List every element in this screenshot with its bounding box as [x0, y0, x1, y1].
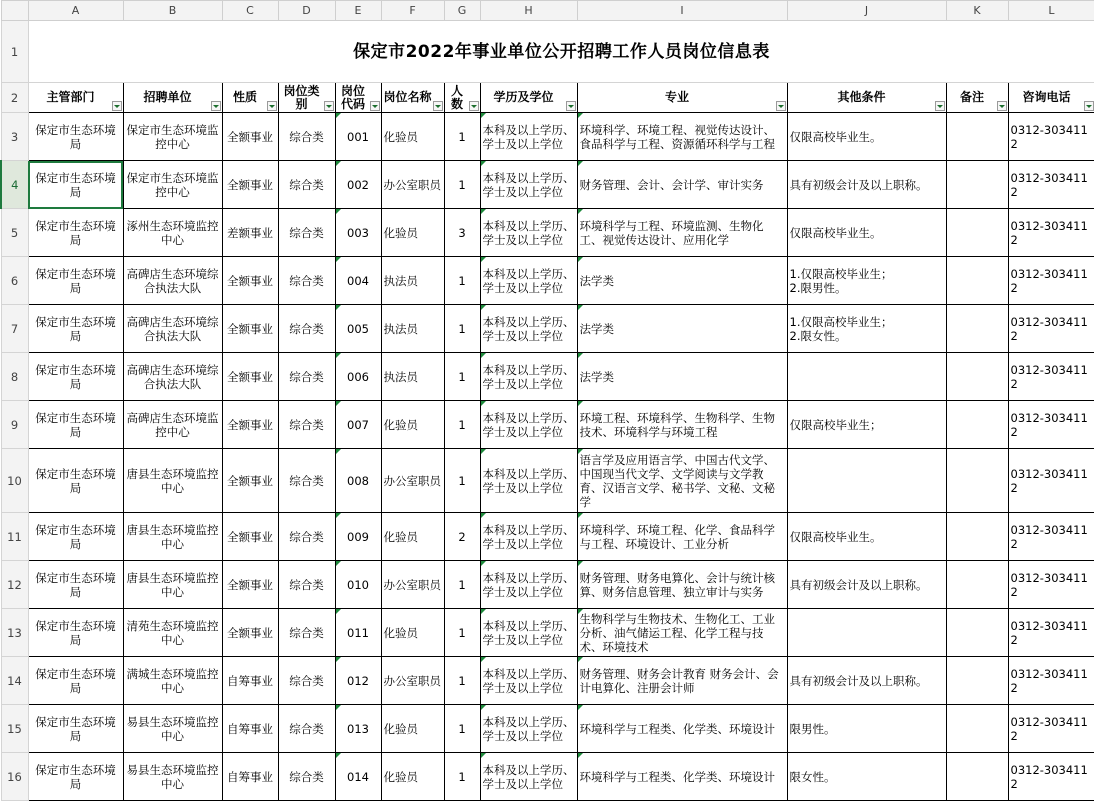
- cell-major[interactable]: 环境科学与工程类、化学类、环境设计: [577, 753, 787, 801]
- table-row: [1, 113, 1094, 161]
- cell-major[interactable]: 法学类: [577, 353, 787, 401]
- cell-phone[interactable]: 0312-3034112: [1008, 161, 1094, 209]
- cell-unit[interactable]: 唐县生态环境监控中心: [123, 449, 222, 513]
- cell-post[interactable]: 化验员: [381, 209, 444, 257]
- cell-edu[interactable]: 本科及以上学历、学士及以上学位: [480, 449, 577, 513]
- column-header[interactable]: F: [381, 1, 444, 21]
- filter-dropdown-icon[interactable]: [1084, 101, 1094, 111]
- cell-major[interactable]: 财务管理、财务会计教育 财务会计、会计电算化、注册会计师: [577, 657, 787, 705]
- cell-dept[interactable]: 保定市生态环境局: [28, 401, 123, 449]
- cell-unit[interactable]: 唐县生态环境监控中心: [123, 561, 222, 609]
- title-row: [1, 21, 1094, 83]
- cell-note[interactable]: [946, 705, 1008, 753]
- cell-edu[interactable]: 本科及以上学历、学士及以上学位: [480, 113, 577, 161]
- filter-dropdown-icon[interactable]: [566, 101, 576, 111]
- cell-post[interactable]: 化验员: [381, 401, 444, 449]
- cell-dept[interactable]: 保定市生态环境局: [28, 561, 123, 609]
- cell-phone[interactable]: 0312-3034112: [1008, 753, 1094, 801]
- cell-category[interactable]: 综合类: [278, 257, 335, 305]
- cell-nature[interactable]: 全额事业: [222, 161, 278, 209]
- table-row: [1, 705, 1094, 753]
- filter-dropdown-icon[interactable]: [935, 101, 945, 111]
- filter-dropdown-icon[interactable]: [433, 101, 443, 111]
- cell-category[interactable]: 综合类: [278, 401, 335, 449]
- cell-dept[interactable]: 保定市生态环境局: [28, 257, 123, 305]
- cell-dept[interactable]: 保定市生态环境局: [28, 305, 123, 353]
- cell-major[interactable]: 法学类: [577, 305, 787, 353]
- cell-count[interactable]: 1: [444, 257, 480, 305]
- cell-phone[interactable]: 0312-3034112: [1008, 401, 1094, 449]
- cell-note[interactable]: [946, 513, 1008, 561]
- cell-count[interactable]: 1: [444, 705, 480, 753]
- column-header[interactable]: G: [444, 1, 480, 21]
- cell-unit[interactable]: 高碑店生态环境综合执法大队: [123, 353, 222, 401]
- cell-note[interactable]: [946, 353, 1008, 401]
- cell-note[interactable]: [946, 161, 1008, 209]
- cell-major[interactable]: 财务管理、财务电算化、会计与统计核算、财务信息管理、独立审计与实务: [577, 561, 787, 609]
- cell-dept[interactable]: 保定市生态环境局: [28, 209, 123, 257]
- cell-dept[interactable]: 保定市生态环境局: [28, 609, 123, 657]
- table-row: [1, 449, 1094, 513]
- cell-note[interactable]: [946, 609, 1008, 657]
- cell-other[interactable]: 仅限高校毕业生。: [787, 209, 946, 257]
- cell-nature[interactable]: 自筹事业: [222, 705, 278, 753]
- cell-post[interactable]: 执法员: [381, 305, 444, 353]
- cell-other[interactable]: [787, 449, 946, 513]
- cell-phone[interactable]: 0312-3034112: [1008, 609, 1094, 657]
- cell-note[interactable]: [946, 657, 1008, 705]
- header-cell[interactable]: [787, 83, 946, 113]
- cell-post[interactable]: 执法员: [381, 257, 444, 305]
- cell-nature[interactable]: 全额事业: [222, 513, 278, 561]
- row-number[interactable]: 5: [1, 209, 28, 257]
- cell-edu[interactable]: 本科及以上学历、学士及以上学位: [480, 257, 577, 305]
- cell-count[interactable]: 1: [444, 657, 480, 705]
- table-row: [1, 161, 1094, 209]
- cell-post[interactable]: 化验员: [381, 705, 444, 753]
- header-label: 招聘单位: [143, 90, 192, 104]
- table-row: [1, 561, 1094, 609]
- row-number[interactable]: 1: [1, 21, 28, 83]
- cell-unit[interactable]: 高碑店生态环境综合执法大队: [123, 257, 222, 305]
- cell-note[interactable]: [946, 401, 1008, 449]
- header-cell[interactable]: [335, 83, 381, 113]
- header-cell[interactable]: [381, 83, 444, 113]
- row-number[interactable]: 12: [1, 561, 28, 609]
- header-cell[interactable]: [480, 83, 577, 113]
- table-row: [1, 257, 1094, 305]
- header-label: 人数: [450, 83, 463, 111]
- cell-note[interactable]: [946, 305, 1008, 353]
- cell-other[interactable]: 仅限高校毕业生。: [787, 513, 946, 561]
- cell-count[interactable]: 3: [444, 209, 480, 257]
- header-cell[interactable]: [123, 83, 222, 113]
- filter-dropdown-icon[interactable]: [324, 101, 334, 111]
- cell-edu[interactable]: 本科及以上学历、学士及以上学位: [480, 609, 577, 657]
- cell-count[interactable]: 2: [444, 513, 480, 561]
- table-row: [1, 657, 1094, 705]
- cell-dept[interactable]: 保定市生态环境局: [28, 513, 123, 561]
- cell-edu[interactable]: 本科及以上学历、学士及以上学位: [480, 305, 577, 353]
- cell-count[interactable]: 1: [444, 609, 480, 657]
- cell-other[interactable]: 限男性。: [787, 705, 946, 753]
- header-cell[interactable]: [278, 83, 335, 113]
- filter-dropdown-icon[interactable]: [267, 101, 277, 111]
- cell-other[interactable]: 仅限高校毕业生；: [787, 401, 946, 449]
- filter-dropdown-icon[interactable]: [112, 101, 122, 111]
- cell-count[interactable]: 1: [444, 449, 480, 513]
- cell-code[interactable]: 013: [335, 705, 381, 753]
- cell-post[interactable]: 化验员: [381, 753, 444, 801]
- row-number[interactable]: 8: [1, 353, 28, 401]
- table-row: [1, 513, 1094, 561]
- filter-dropdown-icon[interactable]: [211, 101, 221, 111]
- header-label: 岗位代码: [340, 83, 365, 111]
- cell-other[interactable]: 仅限高校毕业生。: [787, 113, 946, 161]
- cell-code[interactable]: 001: [335, 113, 381, 161]
- cell-category[interactable]: 综合类: [278, 753, 335, 801]
- cell-unit[interactable]: 清苑生态环境监控中心: [123, 609, 222, 657]
- cell-dept[interactable]: 保定市生态环境局: [28, 705, 123, 753]
- cell-edu[interactable]: 本科及以上学历、学士及以上学位: [480, 209, 577, 257]
- header-cell[interactable]: [577, 83, 787, 113]
- cell-category[interactable]: 综合类: [278, 561, 335, 609]
- cell-note[interactable]: [946, 753, 1008, 801]
- cell-nature[interactable]: 全额事业: [222, 353, 278, 401]
- row-number[interactable]: 16: [1, 753, 28, 801]
- header-cell[interactable]: [946, 83, 1008, 113]
- filter-dropdown-icon[interactable]: [370, 101, 380, 111]
- cell-nature[interactable]: 全额事业: [222, 449, 278, 513]
- header-label: 专业: [664, 90, 689, 104]
- cell-category[interactable]: 综合类: [278, 657, 335, 705]
- table-row: [1, 209, 1094, 257]
- cell-phone[interactable]: 0312-3034112: [1008, 657, 1094, 705]
- column-header[interactable]: L: [1008, 1, 1094, 21]
- cell-count[interactable]: 1: [444, 161, 480, 209]
- cell-category[interactable]: 综合类: [278, 353, 335, 401]
- cell-count[interactable]: 1: [444, 401, 480, 449]
- row-number[interactable]: 14: [1, 657, 28, 705]
- cell-other[interactable]: 1.仅限高校毕业生； 2.限男性。: [787, 257, 946, 305]
- cell-phone[interactable]: 0312-3034112: [1008, 449, 1094, 513]
- row-number[interactable]: 6: [1, 257, 28, 305]
- cell-code[interactable]: 007: [335, 401, 381, 449]
- cell-major[interactable]: 生物科学与生物技术、生物化工、工业分析、油气储运工程、化学工程与技术、环境技术: [577, 609, 787, 657]
- cell-edu[interactable]: 本科及以上学历、学士及以上学位: [480, 353, 577, 401]
- row-number[interactable]: 3: [1, 113, 28, 161]
- cell-edu[interactable]: 本科及以上学历、学士及以上学位: [480, 513, 577, 561]
- cell-dept[interactable]: 保定市生态环境局: [28, 161, 123, 209]
- cell-post[interactable]: 办公室职员: [381, 161, 444, 209]
- column-header[interactable]: E: [335, 1, 381, 21]
- column-header[interactable]: I: [577, 1, 787, 21]
- cell-other[interactable]: 限女性。: [787, 753, 946, 801]
- cell-edu[interactable]: 本科及以上学历、学士及以上学位: [480, 657, 577, 705]
- cell-count[interactable]: 1: [444, 305, 480, 353]
- cell-category[interactable]: 综合类: [278, 209, 335, 257]
- cell-note[interactable]: [946, 561, 1008, 609]
- cell-other[interactable]: [787, 353, 946, 401]
- cell-unit[interactable]: 涿州生态环境监控中心: [123, 209, 222, 257]
- header-label: 备注: [959, 90, 984, 104]
- column-header[interactable]: D: [278, 1, 335, 21]
- cell-major[interactable]: 环境科学与工程、环境监测、生物化工、视觉传达设计、应用化学: [577, 209, 787, 257]
- cell-major[interactable]: 环境科学、环境工程、视觉传达设计、食品科学与工程、资源循环科学与工程: [577, 113, 787, 161]
- cell-unit[interactable]: 易县生态环境监控中心: [123, 753, 222, 801]
- cell-major[interactable]: 环境科学、环境工程、化学、食品科学与工程、环境设计、工业分析: [577, 513, 787, 561]
- cell-major[interactable]: 环境工程、环境科学、生物科学、生物技术、环境科学与环境工程: [577, 401, 787, 449]
- row-number[interactable]: 13: [1, 609, 28, 657]
- cell-code[interactable]: 006: [335, 353, 381, 401]
- cell-note[interactable]: [946, 209, 1008, 257]
- cell-nature[interactable]: 全额事业: [222, 401, 278, 449]
- header-label: 主管部门: [46, 90, 95, 104]
- cell-dept[interactable]: 保定市生态环境局: [28, 449, 123, 513]
- select-all-corner[interactable]: [1, 1, 28, 21]
- cell-unit[interactable]: 高碑店生态环境监控中心: [123, 401, 222, 449]
- cell-phone[interactable]: 0312-3034112: [1008, 353, 1094, 401]
- cell-post[interactable]: 化验员: [381, 513, 444, 561]
- cell-other[interactable]: 1.仅限高校毕业生； 2.限女性。: [787, 305, 946, 353]
- cell-dept[interactable]: 保定市生态环境局: [28, 113, 123, 161]
- cell-unit[interactable]: 高碑店生态环境综合执法大队: [123, 305, 222, 353]
- header-label: 咨询电话: [1022, 90, 1071, 104]
- cell-phone[interactable]: 0312-3034112: [1008, 113, 1094, 161]
- cell-dept[interactable]: 保定市生态环境局: [28, 657, 123, 705]
- row-number[interactable]: 9: [1, 401, 28, 449]
- cell-phone[interactable]: 0312-3034112: [1008, 305, 1094, 353]
- cell-unit[interactable]: 保定市生态环境监控中心: [123, 161, 222, 209]
- cell-count[interactable]: 1: [444, 353, 480, 401]
- cell-phone[interactable]: 0312-3034112: [1008, 705, 1094, 753]
- cell-edu[interactable]: 本科及以上学历、学士及以上学位: [480, 561, 577, 609]
- cell-nature[interactable]: 全额事业: [222, 609, 278, 657]
- row-number[interactable]: 7: [1, 305, 28, 353]
- table-row: [1, 609, 1094, 657]
- cell-category[interactable]: 综合类: [278, 449, 335, 513]
- cell-code[interactable]: 011: [335, 609, 381, 657]
- column-header-row: [1, 1, 1094, 21]
- column-header[interactable]: B: [123, 1, 222, 21]
- row-number[interactable]: 10: [1, 449, 28, 513]
- header-label: 性质: [232, 90, 257, 104]
- sheet-title[interactable]: 保定市2022年事业单位公开招聘工作人员岗位信息表: [28, 21, 1094, 83]
- cell-code[interactable]: 014: [335, 753, 381, 801]
- cell-major[interactable]: 财务管理、会计、会计学、审计实务: [577, 161, 787, 209]
- cell-post[interactable]: 办公室职员: [381, 657, 444, 705]
- cell-nature[interactable]: 全额事业: [222, 257, 278, 305]
- cell-category[interactable]: 综合类: [278, 113, 335, 161]
- cell-other[interactable]: [787, 609, 946, 657]
- cell-phone[interactable]: 0312-3034112: [1008, 561, 1094, 609]
- cell-major[interactable]: 语言学及应用语言学、中国古代文学、中国现当代文学、文学阅读与文学教育、汉语言文学、秘书学、文秘、文秘学: [577, 449, 787, 513]
- column-header[interactable]: C: [222, 1, 278, 21]
- column-header[interactable]: H: [480, 1, 577, 21]
- cell-count[interactable]: 1: [444, 753, 480, 801]
- cell-count[interactable]: 1: [444, 561, 480, 609]
- cell-code[interactable]: 010: [335, 561, 381, 609]
- cell-unit[interactable]: 满城生态环境监控中心: [123, 657, 222, 705]
- cell-nature[interactable]: 全额事业: [222, 305, 278, 353]
- header-label: 学历及学位: [493, 90, 554, 104]
- cell-major[interactable]: 环境科学与工程类、化学类、环境设计: [577, 705, 787, 753]
- cell-post[interactable]: 执法员: [381, 353, 444, 401]
- cell-other[interactable]: 具有初级会计及以上职称。: [787, 657, 946, 705]
- cell-note[interactable]: [946, 113, 1008, 161]
- cell-unit[interactable]: 易县生态环境监控中心: [123, 705, 222, 753]
- column-header[interactable]: K: [946, 1, 1008, 21]
- table-row: [1, 753, 1094, 801]
- cell-other[interactable]: 具有初级会计及以上职称。: [787, 561, 946, 609]
- cell-edu[interactable]: 本科及以上学历、学士及以上学位: [480, 401, 577, 449]
- cell-code[interactable]: 002: [335, 161, 381, 209]
- cell-dept[interactable]: 保定市生态环境局: [28, 753, 123, 801]
- header-cell[interactable]: [1008, 83, 1094, 113]
- cell-phone[interactable]: 0312-3034112: [1008, 209, 1094, 257]
- cell-nature[interactable]: 自筹事业: [222, 753, 278, 801]
- table-row: [1, 401, 1094, 449]
- cell-category[interactable]: 综合类: [278, 513, 335, 561]
- cell-code[interactable]: 004: [335, 257, 381, 305]
- column-header[interactable]: J: [787, 1, 946, 21]
- cell-nature[interactable]: 自筹事业: [222, 657, 278, 705]
- filter-dropdown-icon[interactable]: [776, 101, 786, 111]
- row-number[interactable]: 11: [1, 513, 28, 561]
- cell-major[interactable]: 法学类: [577, 257, 787, 305]
- cell-other[interactable]: 具有初级会计及以上职称。: [787, 161, 946, 209]
- cell-code[interactable]: 003: [335, 209, 381, 257]
- cell-post[interactable]: 办公室职员: [381, 449, 444, 513]
- cell-edu[interactable]: 本科及以上学历、学士及以上学位: [480, 753, 577, 801]
- header-row: [1, 83, 1094, 113]
- header-label: 其他条件: [837, 90, 886, 104]
- cell-post[interactable]: 办公室职员: [381, 561, 444, 609]
- cell-nature[interactable]: 全额事业: [222, 113, 278, 161]
- cell-phone[interactable]: 0312-3034112: [1008, 513, 1094, 561]
- cell-category[interactable]: 综合类: [278, 305, 335, 353]
- header-label: 岗位类别: [283, 83, 320, 111]
- cell-unit[interactable]: 保定市生态环境监控中心: [123, 113, 222, 161]
- header-label: 岗位名称: [383, 90, 432, 104]
- header-cell[interactable]: [222, 83, 278, 113]
- cell-dept[interactable]: 保定市生态环境局: [28, 353, 123, 401]
- cell-edu[interactable]: 本科及以上学历、学士及以上学位: [480, 705, 577, 753]
- cell-edu[interactable]: 本科及以上学历、学士及以上学位: [480, 161, 577, 209]
- row-number[interactable]: 2: [1, 83, 28, 113]
- table-row: [1, 353, 1094, 401]
- cell-nature[interactable]: 全额事业: [222, 561, 278, 609]
- column-header[interactable]: A: [28, 1, 123, 21]
- cell-code[interactable]: 009: [335, 513, 381, 561]
- cell-note[interactable]: [946, 257, 1008, 305]
- header-cell[interactable]: [444, 83, 480, 113]
- row-number[interactable]: 4: [1, 161, 28, 209]
- cell-note[interactable]: [946, 449, 1008, 513]
- filter-dropdown-icon[interactable]: [469, 101, 479, 111]
- table-row: [1, 305, 1094, 353]
- cell-code[interactable]: 012: [335, 657, 381, 705]
- cell-post[interactable]: 化验员: [381, 609, 444, 657]
- cell-nature[interactable]: 差额事业: [222, 209, 278, 257]
- cell-category[interactable]: 综合类: [278, 705, 335, 753]
- cell-count[interactable]: 1: [444, 113, 480, 161]
- filter-dropdown-icon[interactable]: [997, 101, 1007, 111]
- cell-code[interactable]: 008: [335, 449, 381, 513]
- cell-code[interactable]: 005: [335, 305, 381, 353]
- cell-unit[interactable]: 唐县生态环境监控中心: [123, 513, 222, 561]
- cell-category[interactable]: 综合类: [278, 161, 335, 209]
- cell-phone[interactable]: 0312-3034112: [1008, 257, 1094, 305]
- cell-category[interactable]: 综合类: [278, 609, 335, 657]
- header-cell[interactable]: [28, 83, 123, 113]
- row-number[interactable]: 15: [1, 705, 28, 753]
- cell-post[interactable]: 化验员: [381, 113, 444, 161]
